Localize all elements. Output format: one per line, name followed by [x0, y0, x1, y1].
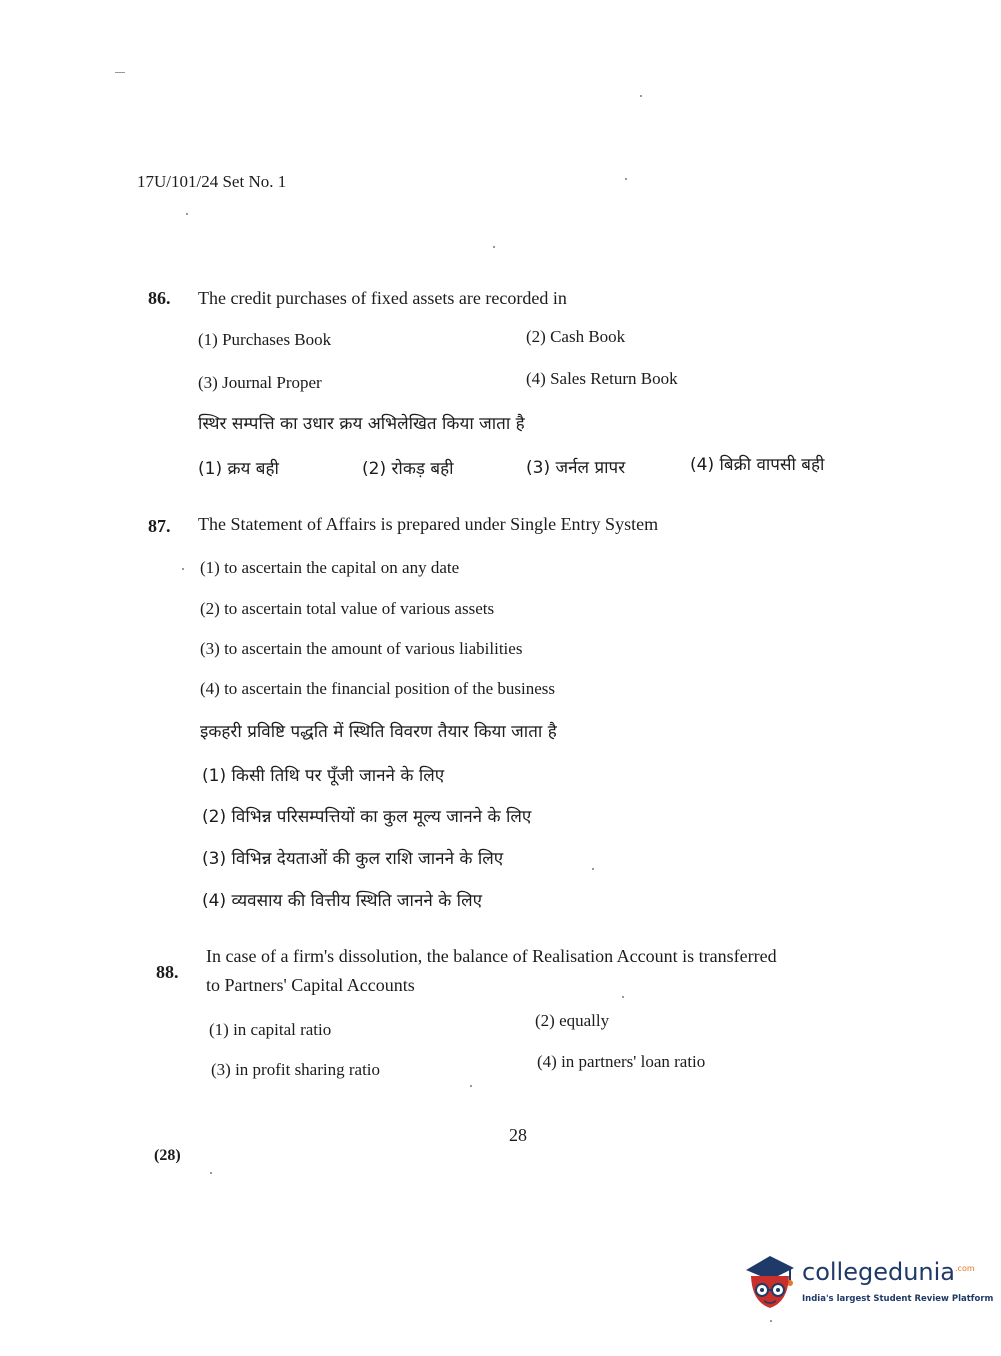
scan-mark	[470, 1085, 472, 1087]
page-code: (28)	[154, 1147, 181, 1164]
logo-com-text: .com	[955, 1264, 975, 1273]
question-number: 87.	[148, 516, 171, 536]
scan-mark	[622, 996, 624, 998]
scan-mark	[640, 95, 642, 97]
question-text-hindi: इकहरी प्रविष्टि पद्धति में स्थिति विवरण तैयार किया जाता है	[200, 722, 557, 742]
option: (2) equally	[535, 1011, 610, 1030]
question-text: The credit purchases of fixed assets are recorded in	[198, 288, 567, 308]
question-text: In case of a firm's dissolution, the balance of Realisation Account is transferred	[206, 946, 777, 966]
option: (1) to ascertain the capital on any date	[200, 558, 460, 577]
scan-mark	[625, 178, 627, 180]
logo-wordmark	[802, 1258, 975, 1286]
logo-tagline: India's largest Student Review Platform	[802, 1294, 994, 1304]
option: (1) Purchases Book	[198, 330, 332, 349]
option-hindi: (3) विभिन्न देयताओं की कुल राशि जानने के लिए	[202, 849, 504, 869]
option: (2) Cash Book	[526, 327, 626, 346]
option-hindi: (1) किसी तिथि पर पूँजी जानने के लिए	[202, 766, 445, 786]
scan-mark	[210, 1172, 212, 1174]
page-number: 28	[509, 1125, 527, 1145]
question-number: 86.	[148, 288, 171, 308]
scan-mark	[770, 1320, 772, 1322]
option: (2) to ascertain total value of various assets	[200, 599, 495, 618]
option: (4) Sales Return Book	[526, 369, 678, 388]
option-hindi: (2) रोकड़ बही	[362, 459, 454, 479]
option-hindi: (4) व्यवसाय की वित्तीय स्थिति जानने के लिए	[202, 891, 483, 911]
scan-mark	[493, 246, 495, 248]
scan-mark	[115, 72, 125, 73]
option: (1) in capital ratio	[209, 1020, 332, 1039]
collegedunia-logo	[742, 1248, 994, 1318]
option: (3) Journal Proper	[198, 373, 322, 392]
option-hindi: (1) क्रय बही	[198, 459, 279, 479]
scan-mark	[182, 568, 184, 570]
option: (4) to ascertain the financial position of the business	[200, 679, 556, 698]
option: (4) in partners' loan ratio	[537, 1052, 706, 1071]
scan-mark	[186, 213, 188, 215]
mascot-icon	[742, 1250, 800, 1316]
option-hindi: (3) जर्नल प्रापर	[526, 458, 626, 478]
option: (3) to ascertain the amount of various liabilities	[200, 639, 523, 658]
paper-code: 17U/101/24 Set No. 1	[137, 172, 287, 191]
question-number: 88.	[156, 962, 179, 982]
question-text-hindi: स्थिर सम्पत्ति का उधार क्रय अभिलेखित किया जाता है	[198, 414, 525, 434]
option-hindi: (2) विभिन्न परिसम्पत्तियों का कुल मूल्य जानने के लिए	[202, 807, 532, 827]
logo-name-text: collegedunia	[802, 1258, 956, 1286]
scan-mark	[592, 868, 594, 870]
option-hindi: (4) बिक्री वापसी बही	[690, 455, 825, 475]
question-text-line2: to Partners' Capital Accounts	[206, 975, 415, 995]
option: (3) in profit sharing ratio	[211, 1060, 381, 1079]
question-text: The Statement of Affairs is prepared under Single Entry System	[198, 514, 659, 534]
